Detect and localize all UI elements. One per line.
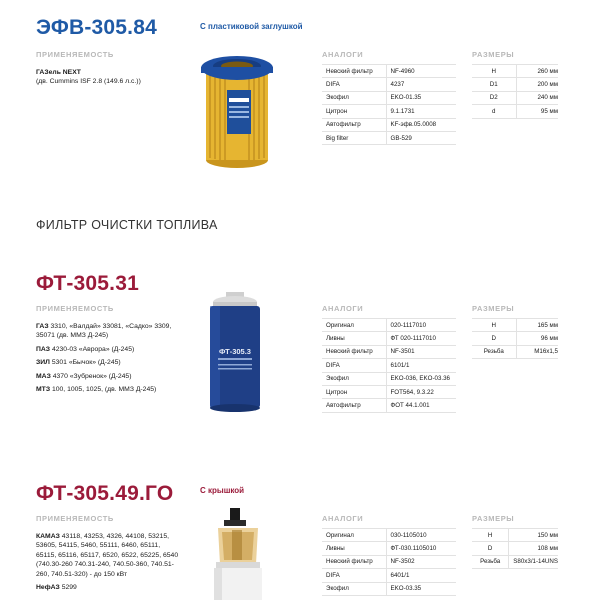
analogs-header: АНАЛОГИ xyxy=(322,50,364,59)
sizes-header: РАЗМЕРЫ xyxy=(472,50,515,59)
application-item: НефАЗ 5299 xyxy=(36,584,77,592)
table-row: DIFA 6401/1 xyxy=(322,569,456,582)
applicability-header: ПРИМЕНЯЕМОСТЬ xyxy=(36,50,114,59)
table-row: H 165 мм xyxy=(472,319,558,332)
table-row: D 96 мм xyxy=(472,332,558,345)
table-row: Ливны ФТ 020-1117010 xyxy=(322,332,456,345)
table-row: Big filter GB-529 xyxy=(322,131,456,144)
table-row: H 150 мм xyxy=(472,529,558,542)
table-row: D1 200 мм xyxy=(472,78,558,91)
table-row: Невский фильтр NF-3501 xyxy=(322,345,456,358)
filter-label: ФТ-305.3 xyxy=(219,347,251,356)
table-row: Цитрон 9.1.1731 xyxy=(322,105,456,118)
table-row: Оригинал 030-1105010 xyxy=(322,529,456,542)
table-row: Автофильтр KF-эфв.05.0008 xyxy=(322,118,456,131)
table-row: Резьба S80x3/1-14UNS xyxy=(472,555,558,568)
table-row: Ливны ФТ-030.1105010 xyxy=(322,542,456,555)
table-row: Экофил EKO-01.35 xyxy=(322,91,456,104)
table-row: Оригинал 020-1117010 xyxy=(322,319,456,332)
applicability-list xyxy=(36,532,181,596)
product-title: ФТ-305.49.ГО xyxy=(36,482,174,505)
product-subtitle: С крышкой xyxy=(200,486,245,495)
table-row: DIFA 4237 xyxy=(322,78,456,91)
table-row: d 95 мм xyxy=(472,105,558,118)
section-heading: ФИЛЬТР ОЧИСТКИ ТОПЛИВА xyxy=(36,218,218,232)
table-row: Невский фильтр NF-3502 xyxy=(322,555,456,568)
product-title: ФТ-305.31 xyxy=(36,272,139,295)
table-row: H 260 мм xyxy=(472,65,558,78)
application-item: МТЗ 100, 1005, 1025, (дв. ММЗ Д-245) xyxy=(36,386,157,394)
table-row: Невский фильтр NF-4960 xyxy=(322,65,456,78)
product-subtitle: С пластиковой заглушкой xyxy=(200,22,303,31)
application-item: ПАЗ 4230-03 «Аврора» (Д-245) xyxy=(36,345,135,353)
applicability-header: ПРИМЕНЯЕМОСТЬ xyxy=(36,304,114,313)
application-item: ГАЗ 3310, «Валдай» 33081, «Садко» 3309, 35071 (дв. ММЗ Д-245) xyxy=(36,323,172,340)
application-item: МАЗ 4370 «Зубренок» (Д-245) xyxy=(36,372,132,380)
applicability-header: ПРИМЕНЯЕМОСТЬ xyxy=(36,514,114,523)
sizes-header: РАЗМЕРЫ xyxy=(472,514,515,523)
table-row: Автофильтр ФОТ 44.1.001 xyxy=(322,399,456,412)
application-item: КАМАЗ 43118, 43253, 4326, 44108, 53215, 53605, 54115, 5460, 55111, 6460, 65111, 65115, 65116, 65117, 6520, 6522, 65225, 6540 (740.30-260 740.31-240, 740.50-360, 740.51-260, 740.51-320) - до 150 кВт xyxy=(36,533,179,578)
analogs-table xyxy=(322,528,456,596)
table-row: Цитрон FOT564, 9.3.22 xyxy=(322,385,456,398)
table-row: D 108 мм xyxy=(472,542,558,555)
table-row: DIFA 6101/1 xyxy=(322,359,456,372)
table-row: Резьба M16x1,5 xyxy=(472,345,558,358)
table-row: Экофил EKO-03.35 xyxy=(322,582,456,595)
table-row: Экофил EKO-036, EKO-03.36 xyxy=(322,372,456,385)
analogs-header: АНАЛОГИ xyxy=(322,514,364,523)
product-title: ЭФВ-305.84 xyxy=(36,16,157,39)
application-item: ГАЗель NEXT (дв. Cummins ISF 2.8 (149.6 л.с.)) xyxy=(36,69,141,86)
sizes-header: РАЗМЕРЫ xyxy=(472,304,515,313)
analogs-header: АНАЛОГИ xyxy=(322,304,364,313)
application-item: ЗИЛ 5301 «Бычок» (Д-245) xyxy=(36,359,121,367)
fuel-filter-with-cap-image xyxy=(206,506,270,600)
table-row: D2 240 мм xyxy=(472,91,558,104)
sizes-table xyxy=(472,528,558,569)
